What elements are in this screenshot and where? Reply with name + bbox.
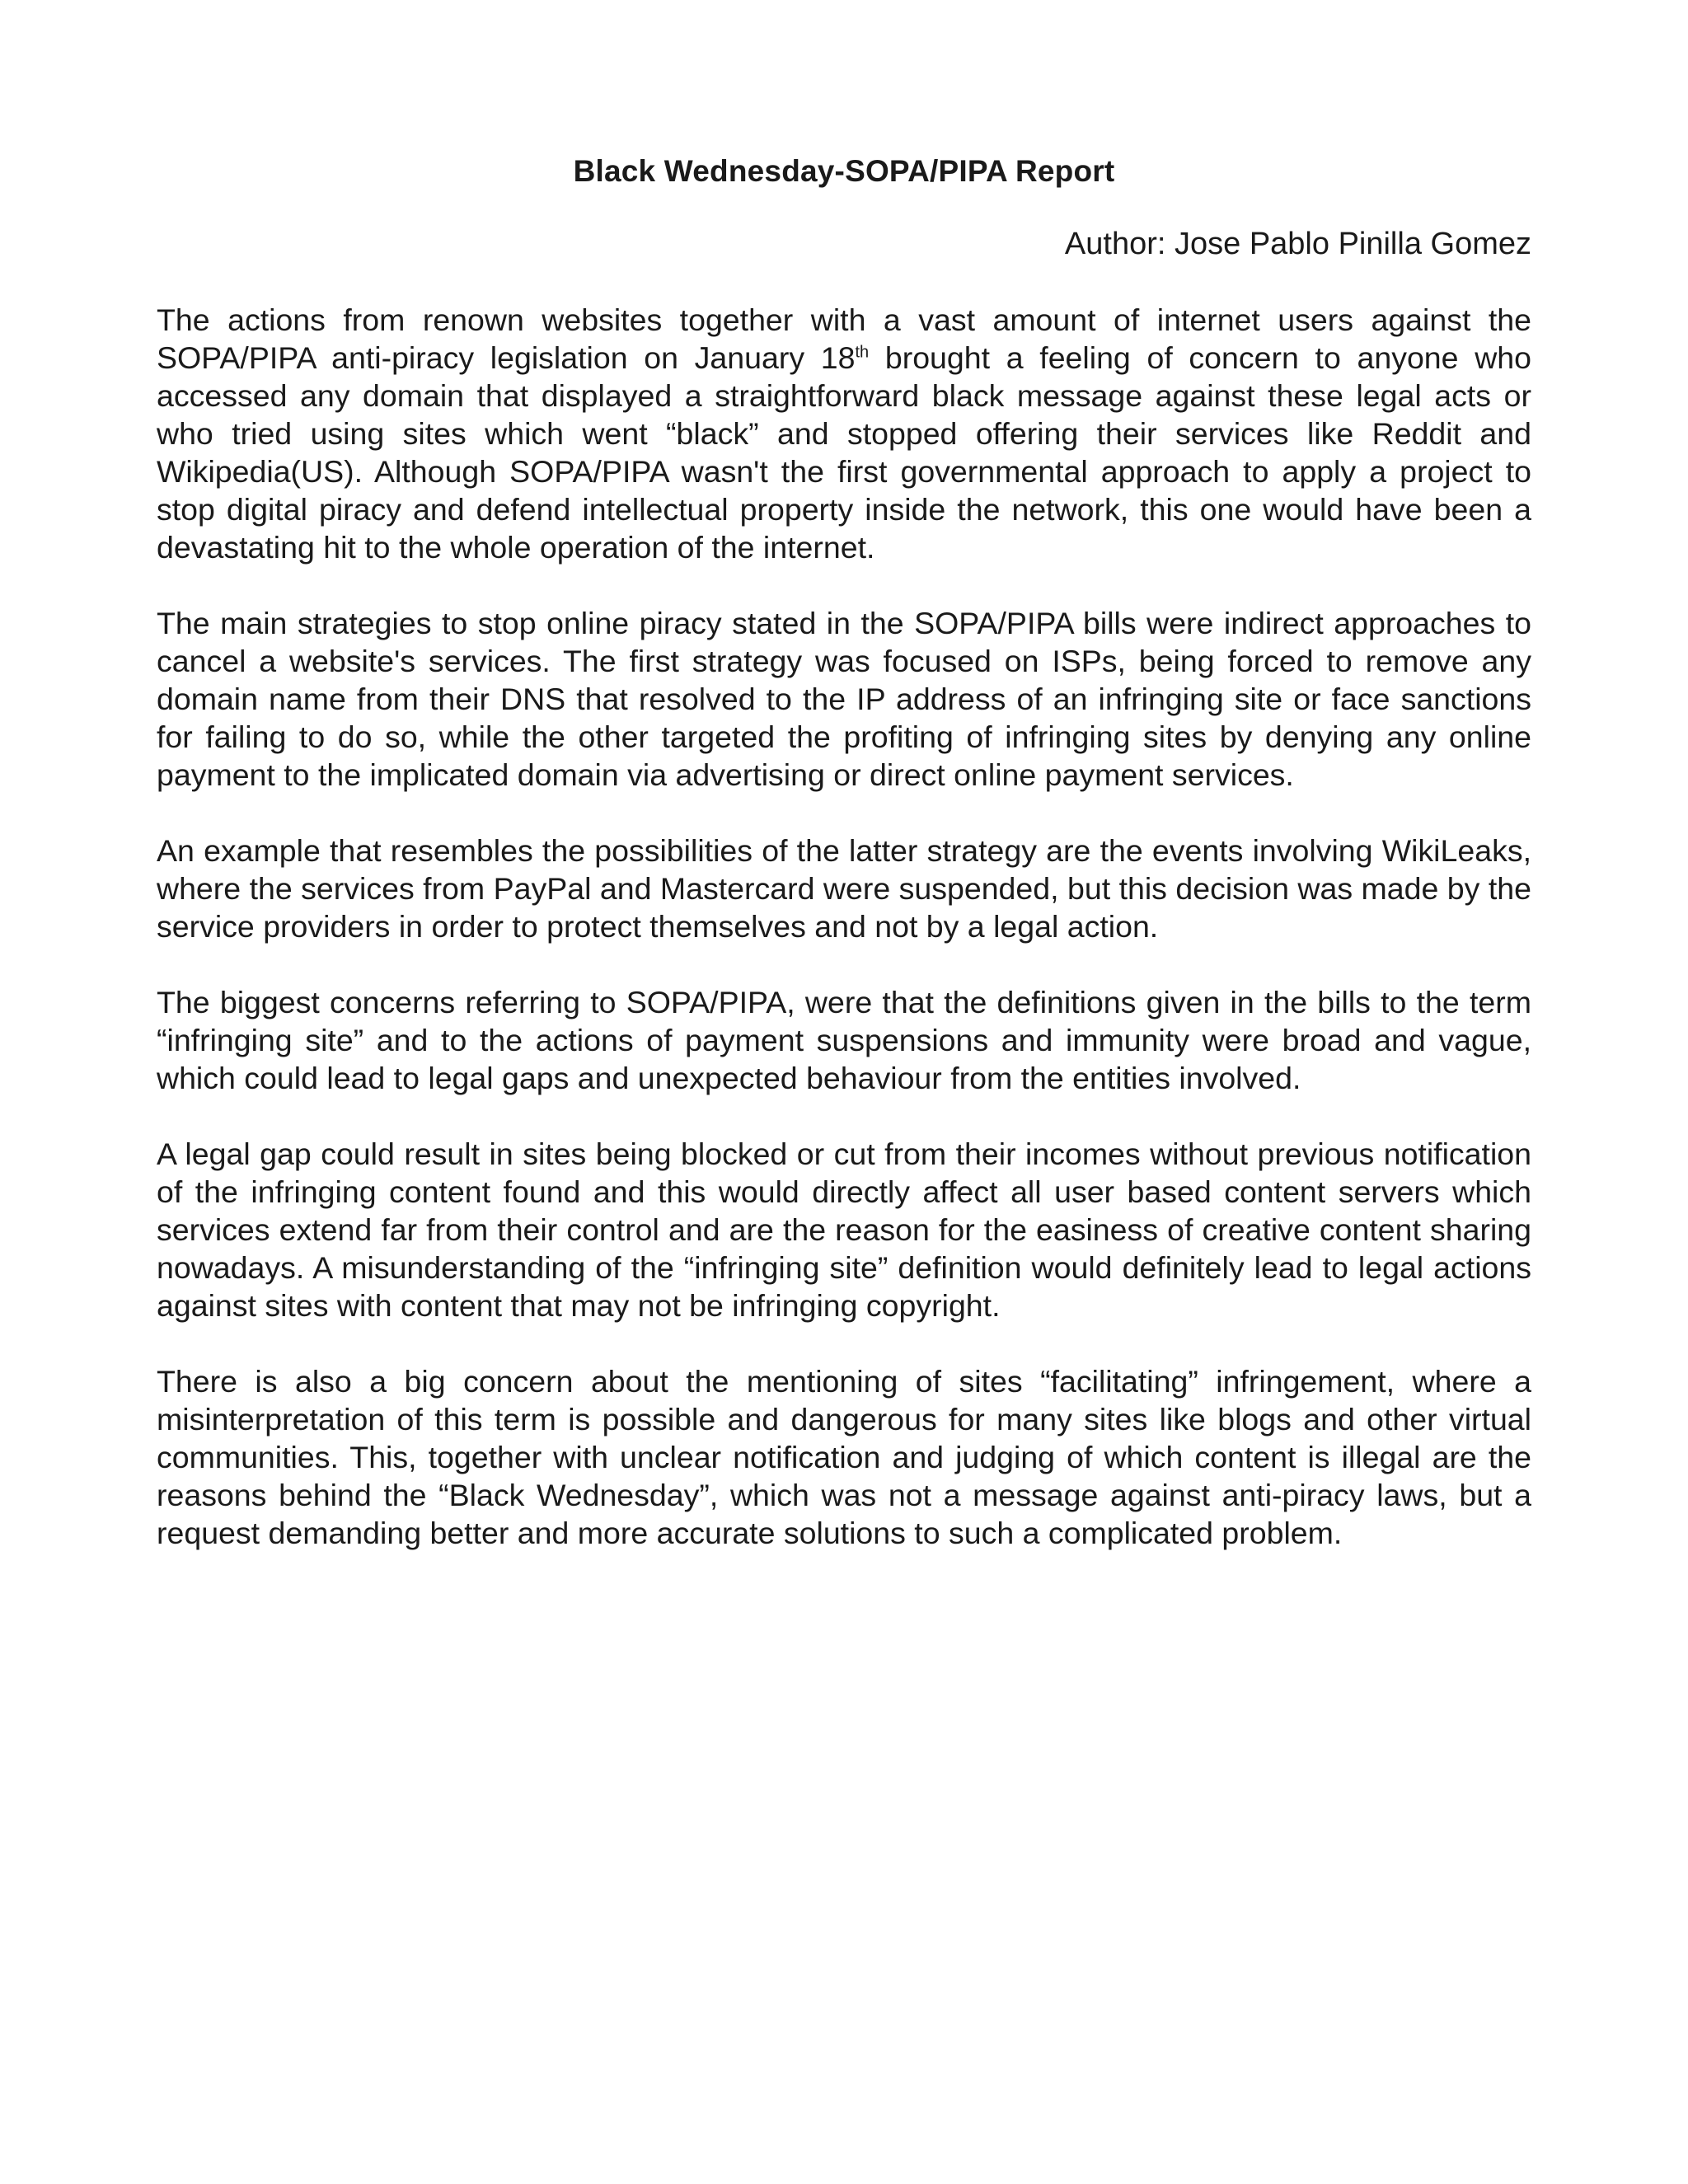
document-page — [157, 152, 1531, 1552]
paragraph-1 — [157, 301, 1531, 566]
paragraph-3: An example that resembles the possibilities of the latter strategy are the events involving WikiLeaks, where the services from PayPal and Mastercard were suspended, but this decision was made by the service providers in order to protect themselves and not by a legal action. — [157, 833, 1531, 944]
ordinal-superscript: th — [855, 343, 870, 362]
author-line: Author: Jose Pablo Pinilla Gomez — [1064, 227, 1531, 261]
paragraph-6: There is also a big concern about the mentioning of sites “facilitating” infringement, where a misinterpretation of this term is possible and dangerous for many sites like blogs and other virtual communities. This, together with unclear notification and judging of which content is illegal are the reasons behind the “Black Wednesday”, which was not a message against anti-piracy laws, but a request demanding better and more accurate solutions to such a complicated problem. — [157, 1364, 1531, 1550]
paragraph-2: The main strategies to stop online piracy stated in the SOPA/PIPA bills were indirect approaches to cancel a website's services. The first strategy was focused on ISPs, being forced to remove any domain name from their DNS that resolved to the IP address of an infringing site or face sanctions for failing to do so, while the other targeted the profiting of infringing sites by denying any online payment to the implicated domain via advertising or direct online payment services. — [157, 606, 1531, 792]
paragraph-5: A legal gap could result in sites being blocked or cut from their incomes without previous notification of the infringing content found and this would directly affect all user based content servers which services extend far from their control and are the reason for the easiness of creative content sharing nowadays. A misunderstanding of the “infringing site” definition would definitely lead to legal actions against sites with content that may not be infringing copyright. — [157, 1137, 1531, 1323]
paragraph-1-text-b: brought a feeling of concern to anyone who accessed any domain that displayed a straightforward black message against these legal acts or who tried using sites which went “black” and stopped offering their services like Reddit and Wikipedia(US). Although SOPA/PIPA wasn't the first governmental approach to apply a project to stop digital piracy and defend intellectual property inside the network, this one would have been a devastating hit to the whole operation of the internet. — [157, 340, 1532, 565]
paragraph-4: The biggest concerns referring to SOPA/PIPA, were that the definitions given in the bills to the term “infringing site” and to the actions of payment suspensions and immunity were broad and vague, which could lead to legal gaps and unexpected behaviour from the entities involved. — [157, 985, 1531, 1095]
paragraph-1-text-a: The actions from renown websites together with a vast amount of internet users against the SOPA/PIPA anti-piracy legislation on January 18 — [157, 302, 1531, 375]
document-title: Black Wednesday-SOPA/PIPA Report — [573, 154, 1115, 188]
